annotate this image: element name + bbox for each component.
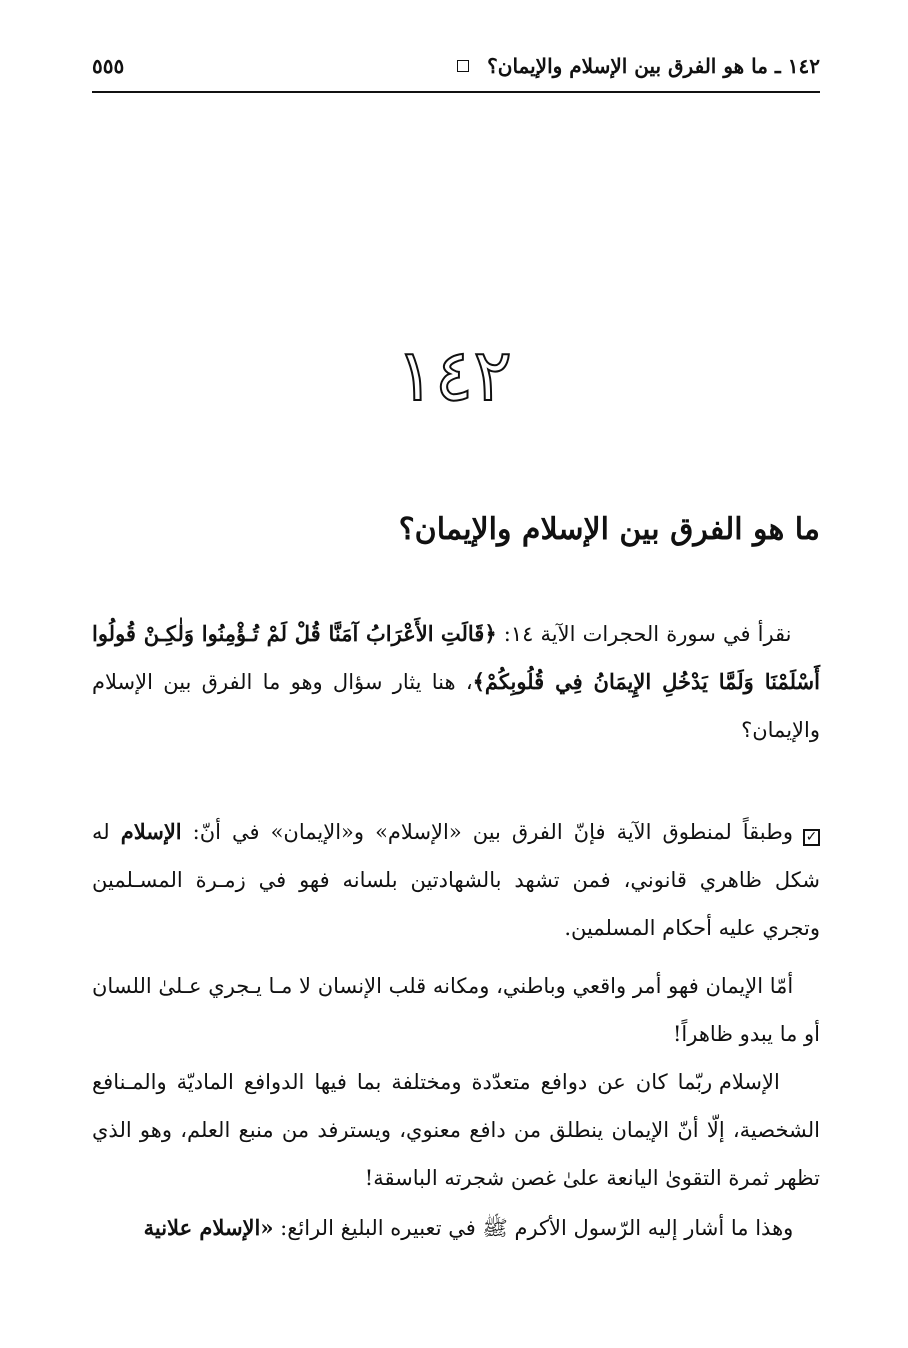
paragraph-2-keyword: الإسلام xyxy=(120,819,182,844)
paragraph-2-rest: له شكل ظاهري قانوني، فمن تشهد بالشهادتين بلسانه فهو في زمـرة المسـلمين وتجري عليه أحكام المسلمين. xyxy=(92,820,820,940)
paragraph-2 xyxy=(92,808,820,952)
paragraph-1 xyxy=(92,610,820,754)
paragraph-5 xyxy=(92,1204,820,1252)
square-separator-icon xyxy=(457,60,469,72)
running-title: ١٤٢ ـ ما هو الفرق بين الإسلام والإيمان؟ xyxy=(487,54,820,78)
page-number: ٥٥٥ xyxy=(92,54,125,78)
paragraph-3 xyxy=(92,962,820,1058)
running-header xyxy=(92,44,820,88)
header-divider xyxy=(92,91,820,93)
running-title-group xyxy=(457,54,820,78)
chapter-number: ١٤٢ xyxy=(395,333,512,417)
paragraph-4 xyxy=(92,1058,820,1202)
chapter-title: ما هو الفرق بين الإسلام والإيمان؟ xyxy=(398,512,820,547)
paragraph-5-text: وهذا ما أشار إليه الرّسول الأكرم ﷺ في تعبيره البليغ الرائع: xyxy=(273,1216,794,1240)
paragraph-4-text: الإسلام ربّما كان عن دوافع متعدّدة ومختلفة بما فيها الدوافع الماديّة والمـنافع الشخصية، إلّا أنّ الإيمان ينطلق من دافع معنوي، ويسترفد من منبع العلم، وهو الذي تظهر ثمرة التقوىٰ اليانعة علىٰ غصن شجرته الباسقة! xyxy=(92,1070,820,1190)
paragraph-3-text: أمّا الإيمان فهو أمر واقعي وباطني، ومكانه قلب الإنسان لا مـا يـجري عـلىٰ اللسان أو ما يبدو ظاهراً! xyxy=(92,974,820,1046)
paragraph-2-lead: وطبقاً لمنطوق الآية فإنّ الفرق بين «الإسلام» و«الإيمان» في أنّ: xyxy=(181,820,793,844)
paragraph-1-rest: ، هنا يثار سؤال وهو ما الفرق بين الإسلام والإيمان؟ xyxy=(92,670,820,742)
checkbox-icon: ✓ xyxy=(803,829,820,846)
paragraph-1-intro: نقرأ في سورة الحجرات الآية ١٤: xyxy=(496,622,792,646)
quran-verse: ﴿قَالَتِ الأَعْرَابُ آمَنَّا قُلْ لَمْ تُـؤْمِنُوا وَلٰكِـنْ قُولُوا أَسْلَمْنَا وَلَمَّا يَدْخُلِ الإِيمَانُ فِي قُلُوبِكُمْ﴾ xyxy=(92,621,820,694)
hadith-quote: «الإسلام علانية xyxy=(143,1215,274,1240)
